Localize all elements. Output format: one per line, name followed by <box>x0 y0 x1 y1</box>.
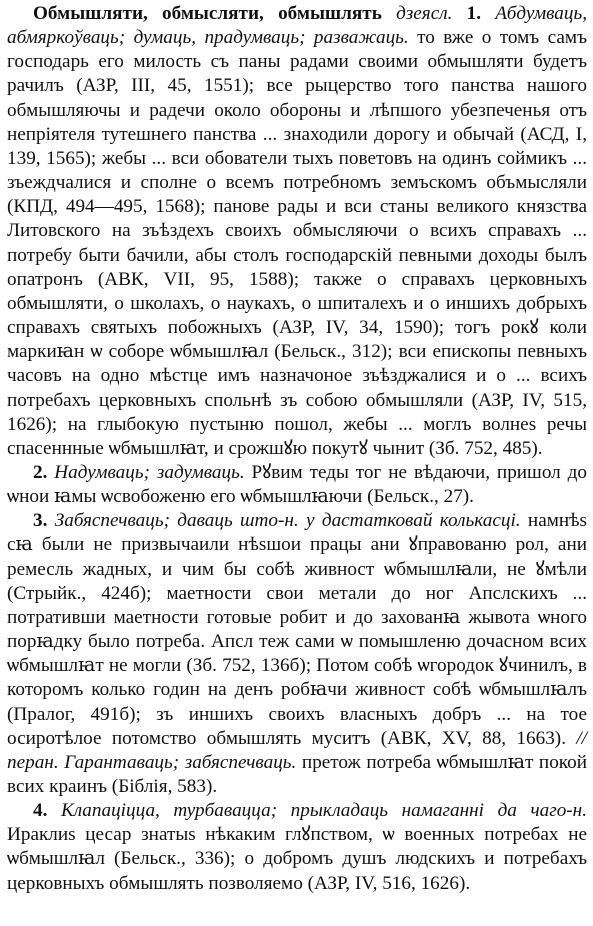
sense-citations: Ираклиѕ цесар знатыѕ нѣкаким глꙋпством, ѡ военных потребах не ѡбмышлꙗл (Бельск., 336); о добромъ душъ людскихъ и потребахъ церковныхъ обмышлять позволяемо (АЗР, IV, 516, 1626). <box>7 824 587 894</box>
dictionary-entry <box>7 2 587 896</box>
sense-translation: Забяспечваць; даваць што-н. у дастатковай колькасці. <box>54 510 521 532</box>
sense-number: 3. <box>33 510 48 532</box>
headword: Обмышляти, обмысляти, обмышлять <box>33 3 382 24</box>
sense-number: 1. <box>466 3 482 24</box>
sense-translation: Клапаціцца, турбавацца; прыкладаць намаганні да чаго-н. <box>60 800 587 822</box>
sense-translation: Надумваць; задумваць. <box>54 461 245 483</box>
sense-citations: Рꙋвим теды тог не вѣдаючи, пришол до ѡнои ꙗмы ѡсвобоженю его ѡбмышлꙗючи (Бельск., 27). <box>7 461 588 508</box>
sense-paragraph-3 <box>7 509 587 799</box>
sense-paragraph-2 <box>7 461 587 509</box>
sense-paragraph-1 <box>7 2 587 461</box>
sense-number: 4. <box>33 800 48 822</box>
figurative-label: // перан. Гарантаваць; забяспечваць. <box>7 727 588 773</box>
sense-citations: то вже о томъ самъ господарь его милость съ паны радами своими обмышляти будетъ рачилъ (АЗР, III, 45, 1551); все рыцерство того панства нашого обмышляючы и радечи около обороны и лѣпшого убезпеченья отъ непріятеля тутешнего панства ... знаходили дорогу и обычай (АСД, I, 139, 1565); жебы ... вси обователи тыхъ поветовъ на одинъ соймикъ ... зъеждчалися и сполне о всемъ потребномъ земъскомъ объмысляли (КПД, 494—495, 1568); панове рады и вси станы великого князства Литовского на зъѣздехъ своихъ обмысляючи о всихъ справахъ ... потребу быти бачили, абы столъ господарскій певными доходы былъ опатронъ (АВК, VII, 95, 1588); также о справахъ церковныхъ обмышляти, о школахъ, о наукахъ, о шпиталехъ и о иншихъ добрыхъ справахъ святыхъ побожныхъ (АЗР, IV, 34, 1590); тогъ рокꙋ коли маркиꙗн ѡ соборе ѡбмышлꙗл (Бельск., 312); вси епископы певныхъ часовъ на одно мѣстце имъ назначоное зъѣзджалися и о ... всихъ потребахъ церковныхъ спольнѣ зъ собою обмышляли (АЗР, IV, 515, 1626); на глыбокую пустыню пошол, жебы ... моглъ волнеѕ речы спасеннные ѡбмышлꙗт, и срожшꙋю покутꙋ чынит (Зб. 752, 485). <box>7 27 587 459</box>
figurative-citation: претож потреба ѡбмышлꙗт покой всих краинъ (Біблія, 583). <box>7 751 587 797</box>
grammar-label: дзеясл. <box>396 3 453 24</box>
sense-paragraph-4 <box>7 799 587 896</box>
sense-translation: Абдумваць, абмяркоўваць; думаць, прадумваць; разважаць. <box>7 3 588 49</box>
sense-number: 2. <box>33 461 48 483</box>
sense-citations: намнѣѕ сꙗ были не призвычаили нѣѕшои працы ани ꙋправованю рол, ани ремесль жадных, и чим бы собѣ живност ѡбмышлꙗли, не ꙋмѣли (Стрыйк., 424б); маетности свои метали до ног Апслскихъ ... потративши маетности готовые робит и до захованꙗ жывота ѡного порꙗдку было потреба. Апсл теж сами ѡ помышленю дочасном всих ѡбмышлꙗт не могли (Зб. 752, 136б); Потом собѣ ѡгородок ꙋчинилъ, в которомъ колько годин на денъ робꙗчи живност собѣ ѡбмышлꙗлъ (Пралог, 491б); зъ иншихъ своихъ власныхъ добръ ... на тое осиротѣлое потомство обмышлять муситъ (АВК, XV, 88, 1663). <box>7 510 588 749</box>
